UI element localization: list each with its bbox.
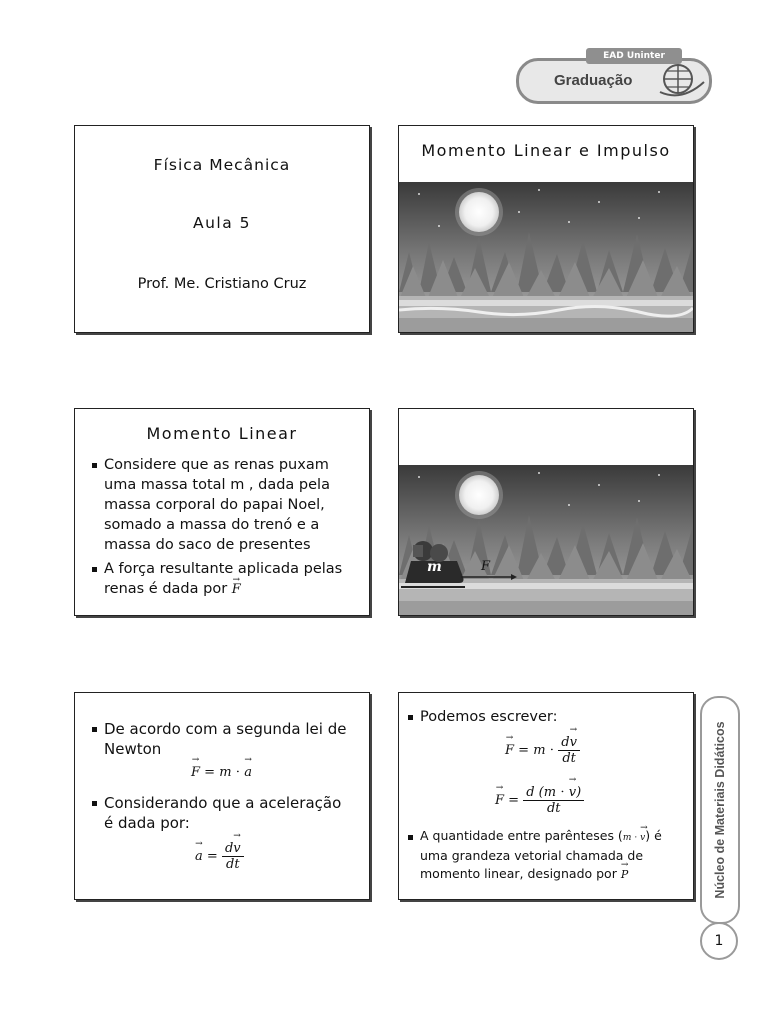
equals-sign: =	[508, 793, 520, 808]
dt-symbol: dt	[546, 801, 561, 816]
bullet-item	[398, 827, 681, 884]
equation-acceleration	[195, 841, 244, 872]
slide-newton-law	[74, 692, 370, 900]
bullet-list-2	[75, 793, 355, 837]
lesson-number: Aula 5	[192, 214, 252, 232]
mass-times: m ⋅	[219, 765, 245, 780]
bullet-item	[75, 793, 355, 833]
professor-name: Prof. Me. Cristiano Cruz	[137, 276, 307, 292]
equation-force-mass	[505, 735, 580, 766]
side-tab-label: Núcleo de Materiais Didáticos	[713, 721, 727, 899]
bullet-text: De acordo com a segunda lei de Newton	[104, 720, 347, 758]
dt-symbol: dt	[562, 751, 576, 766]
momentum-symbol: P →	[621, 866, 628, 884]
sleigh-force-image	[399, 465, 693, 615]
force-symbol: F →	[505, 743, 514, 758]
paren-v: v →	[640, 829, 645, 847]
equation-newton	[191, 765, 252, 780]
acceleration-symbol: a →	[195, 849, 203, 864]
d-symbol: d	[561, 735, 570, 750]
paren-m: m ⋅	[622, 833, 641, 843]
equation-force-momentum	[495, 785, 584, 816]
bullet-text: A força resultante aplicada pelas renas é dada por	[104, 561, 343, 597]
force-symbol: F →	[495, 793, 504, 808]
equals-sign: =	[206, 849, 218, 864]
equals-mass: = m ⋅	[518, 743, 555, 758]
bullet-text-post: ) é uma grandeza vetorial chamada de momento linear, designado por	[420, 828, 662, 881]
close-paren: )	[576, 785, 582, 800]
bullet-item	[398, 707, 671, 727]
ead-uninter-logo	[514, 44, 714, 106]
slide-heading: Momento Linear e Impulso	[421, 141, 671, 160]
force-symbol: F →	[191, 765, 200, 780]
bullet-text-pre: A quantidade entre parênteses (	[420, 828, 623, 843]
bullet-item	[75, 559, 355, 600]
winter-forest-image	[399, 182, 693, 332]
d-symbol: d	[224, 841, 234, 856]
slide-heading: Momento Linear	[146, 424, 298, 443]
slide-sleigh-image	[398, 408, 694, 616]
velocity-symbol: v →	[233, 841, 240, 856]
velocity-symbol: v →	[570, 735, 577, 750]
side-tab	[700, 696, 740, 924]
d-m: d (m ⋅	[526, 785, 569, 800]
bullet-list	[75, 455, 355, 604]
slide-momento-linear	[74, 408, 370, 616]
bullet-item	[75, 719, 355, 759]
dt-symbol: dt	[226, 857, 240, 872]
logo-tag: EAD Uninter	[586, 48, 682, 64]
logo-text: Graduação	[554, 72, 633, 89]
bullet-list	[75, 719, 355, 763]
bullet-list-2	[398, 827, 681, 888]
bullet-text: Considerando que a aceleração é dada por:	[104, 794, 342, 832]
bullet-text: Podemos escrever:	[420, 709, 558, 725]
bullet-text: Considere que as renas puxam uma massa total m , dada pela massa corporal do papai Noel, somado a massa do trenó e a massa do saco de presentes	[104, 457, 330, 553]
acceleration-symbol: a →	[244, 765, 252, 780]
bullet-list	[398, 707, 671, 731]
force-symbol: F →	[232, 580, 241, 600]
force-label: F	[481, 559, 491, 574]
globe-icon	[658, 58, 706, 100]
page-number: 1	[700, 922, 738, 960]
velocity-symbol: v →	[569, 785, 576, 800]
slide-title	[74, 125, 370, 333]
slide-momentum-definition	[398, 692, 694, 900]
mass-label: m	[427, 559, 442, 575]
bullet-item	[75, 455, 355, 555]
course-title: Física Mecânica	[153, 156, 291, 174]
equals-sign: =	[204, 765, 216, 780]
slide-momento-impulso	[398, 125, 694, 333]
